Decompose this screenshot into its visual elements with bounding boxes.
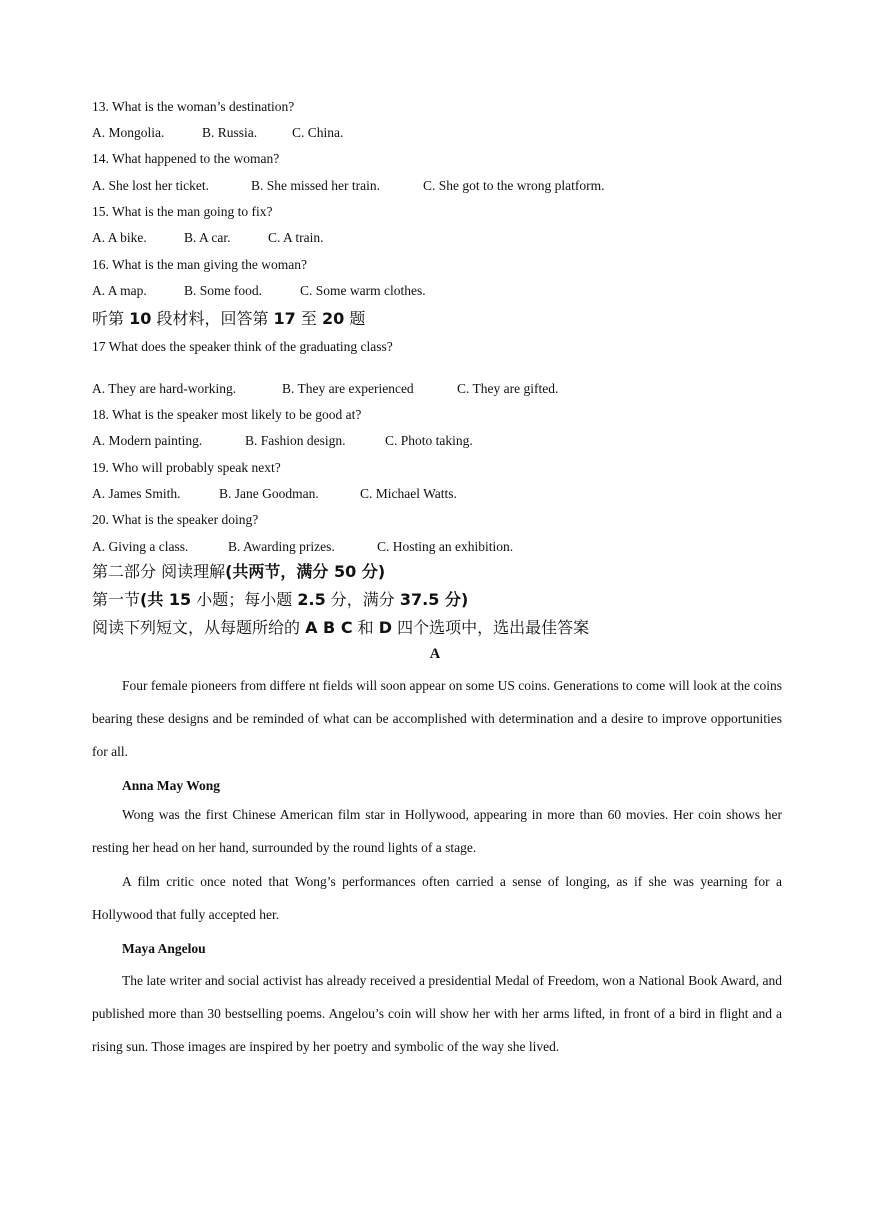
option-a: A. A bike. [92,230,147,245]
option-c: C. China. [292,125,344,140]
option-c: C. Hosting an exhibition. [377,539,514,554]
option-a: A. Modern painting. [92,433,203,448]
option-c: C. She got to the wrong platform. [423,178,605,193]
section-1-heading: 第一节(共 15 小题；每小题 2.5 分，满分 37.5 分) [92,590,469,609]
option-b: B. She missed her train. [251,178,380,193]
options-18 [92,432,473,450]
angelou-paragraph-1: The late writer and social activist has already received a presidential Medal of Freedom, won a National Book Award, and published more than 30 bestselling poems. Angelou’s coin will show her with her arms lifted, in front of a bird in flight and a rising sun. Those images are inspired by her poetry and symbolic of the way she lived. [92,973,782,1054]
option-a: A. James Smith. [92,486,181,501]
question-13: 13. What is the woman’s destination? [92,99,295,114]
option-b: B. A car. [184,230,231,245]
question-14: 14. What happened to the woman? [92,151,280,166]
option-b: B. Fashion design. [245,433,346,448]
options-15 [92,229,324,247]
options-19 [92,485,457,503]
options-14 [92,177,604,195]
option-c: C. A train. [268,230,324,245]
option-b: B. They are experienced [282,381,414,396]
option-c: C. Some warm clothes. [300,283,426,298]
wong-paragraph-1: Wong was the first Chinese American film star in Hollywood, appearing in more than 60 movies. Her coin shows her resting her head on her hand, surrounded by the round lights of a stage. [92,807,782,855]
option-b: B. Awarding prizes. [228,539,335,554]
option-c: C. They are gifted. [457,381,559,396]
option-b: B. Some food. [184,283,263,298]
part-2-heading: 第二部分 阅读理解(共两节，满分 50 分) [92,562,386,581]
question-17: 17 What does the speaker think of the graduating class? [92,339,393,354]
option-a: A. Mongolia. [92,125,165,140]
passage-label: A [429,646,441,662]
option-a: A. Giving a class. [92,539,189,554]
option-c: C. Michael Watts. [360,486,457,501]
intro-paragraph: Four female pioneers from differe nt fields will soon appear on some US coins. Generations to come will look at the coins bearing these designs and be reminded of what can be accomplished with determination and a desire to improve opportunities for all. [92,678,782,759]
options-13 [92,124,343,142]
wong-paragraph-2: A film critic once noted that Wong’s performances often carried a sense of longing, as if she was yearning for a Hollywood that fully accepted her. [92,874,782,922]
wong-heading: Anna May Wong [122,778,221,793]
options-20 [92,538,513,556]
options-17 [92,380,558,398]
angelou-heading: Maya Angelou [122,941,206,956]
option-b: B. Jane Goodman. [219,486,319,501]
question-19: 19. Who will probably speak next? [92,460,281,475]
question-15: 15. What is the man going to fix? [92,204,273,219]
option-a: A. A map. [92,283,147,298]
option-a: A. They are hard-working. [92,381,237,396]
option-b: B. Russia. [202,125,258,140]
option-c: C. Photo taking. [385,433,473,448]
options-16 [92,282,426,300]
instruction: 阅读下列短文，从每题所给的 A B C 和 D 四个选项中，选出最佳答案 [92,618,590,637]
section-10-heading: 听第 10 段材料，回答第 17 至 20 题 [92,309,366,328]
question-20: 20. What is the speaker doing? [92,512,259,527]
question-18: 18. What is the speaker most likely to be good at? [92,407,362,422]
question-16: 16. What is the man giving the woman? [92,257,307,272]
option-a: A. She lost her ticket. [92,178,209,193]
